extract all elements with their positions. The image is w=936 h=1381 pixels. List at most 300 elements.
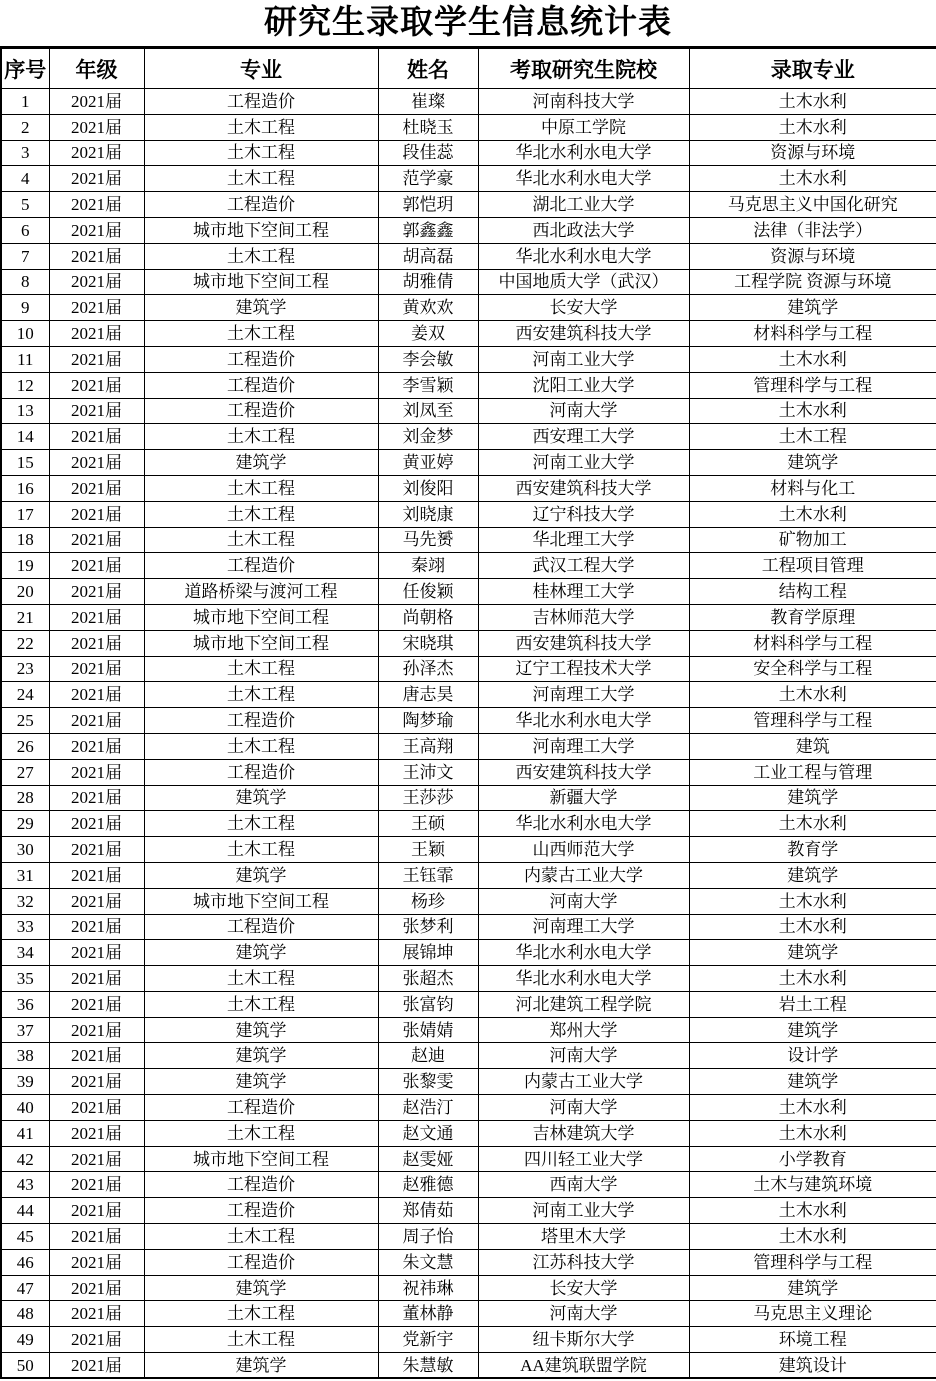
cell-school: 河北建筑工程学院 [478, 991, 689, 1017]
cell-name: 尚朝格 [378, 604, 478, 630]
table-row [1, 1198, 936, 1224]
cell-school: 内蒙古工业大学 [478, 1069, 689, 1095]
cell-admitted-major: 马克思主义中国化研究 [689, 192, 936, 218]
cell-school: 辽宁工程技术大学 [478, 656, 689, 682]
table-row [1, 424, 936, 450]
cell-major: 工程造价 [144, 1095, 378, 1121]
cell-admitted-major: 资源与环境 [689, 140, 936, 166]
cell-grade: 2021届 [49, 372, 144, 398]
cell-no: 3 [1, 140, 49, 166]
cell-no: 12 [1, 372, 49, 398]
table-row [1, 1172, 936, 1198]
cell-admitted-major: 建筑学 [689, 785, 936, 811]
cell-major: 建筑学 [144, 1275, 378, 1301]
cell-admitted-major: 建筑学 [689, 1017, 936, 1043]
cell-major: 道路桥梁与渡河工程 [144, 579, 378, 605]
cell-no: 29 [1, 811, 49, 837]
cell-admitted-major: 土木水利 [689, 89, 936, 115]
cell-major: 建筑学 [144, 295, 378, 321]
table-row [1, 269, 936, 295]
cell-school: 沈阳工业大学 [478, 372, 689, 398]
cell-admitted-major: 材料与化工 [689, 475, 936, 501]
cell-grade: 2021届 [49, 1249, 144, 1275]
cell-grade: 2021届 [49, 914, 144, 940]
cell-admitted-major: 建筑学 [689, 862, 936, 888]
cell-grade: 2021届 [49, 114, 144, 140]
cell-grade: 2021届 [49, 1120, 144, 1146]
cell-school: 塔里木大学 [478, 1224, 689, 1250]
cell-major: 建筑学 [144, 1043, 378, 1069]
cell-name: 赵雅德 [378, 1172, 478, 1198]
cell-no: 45 [1, 1224, 49, 1250]
cell-school: 西安建筑科技大学 [478, 759, 689, 785]
cell-grade: 2021届 [49, 579, 144, 605]
table-row [1, 372, 936, 398]
cell-grade: 2021届 [49, 1095, 144, 1121]
cell-major: 工程造价 [144, 1198, 378, 1224]
cell-no: 13 [1, 398, 49, 424]
cell-school: 桂林理工大学 [478, 579, 689, 605]
cell-no: 41 [1, 1120, 49, 1146]
cell-major: 土木工程 [144, 966, 378, 992]
table-row [1, 1017, 936, 1043]
cell-school: 河南大学 [478, 398, 689, 424]
cell-no: 40 [1, 1095, 49, 1121]
table-row [1, 450, 936, 476]
cell-no: 39 [1, 1069, 49, 1095]
cell-major: 建筑学 [144, 1353, 378, 1379]
cell-admitted-major: 土木工程 [689, 424, 936, 450]
table-row [1, 579, 936, 605]
cell-name: 展锦坤 [378, 940, 478, 966]
cell-name: 范学豪 [378, 166, 478, 192]
cell-grade: 2021届 [49, 888, 144, 914]
cell-admitted-major: 材料科学与工程 [689, 321, 936, 347]
cell-grade: 2021届 [49, 1172, 144, 1198]
cell-admitted-major: 土木水利 [689, 398, 936, 424]
cell-school: 华北水利水电大学 [478, 811, 689, 837]
table-row [1, 604, 936, 630]
cell-grade: 2021届 [49, 940, 144, 966]
cell-name: 刘凤至 [378, 398, 478, 424]
col-header-admitted-major: 录取专业 [689, 48, 936, 89]
cell-grade: 2021届 [49, 1353, 144, 1379]
cell-grade: 2021届 [49, 166, 144, 192]
cell-grade: 2021届 [49, 682, 144, 708]
cell-major: 建筑学 [144, 1017, 378, 1043]
cell-major: 工程造价 [144, 553, 378, 579]
cell-school: 西安理工大学 [478, 424, 689, 450]
cell-no: 25 [1, 708, 49, 734]
cell-no: 4 [1, 166, 49, 192]
cell-major: 土木工程 [144, 733, 378, 759]
cell-school: 中国地质大学（武汉） [478, 269, 689, 295]
cell-name: 黄欢欢 [378, 295, 478, 321]
table-row [1, 243, 936, 269]
cell-admitted-major: 土木水利 [689, 888, 936, 914]
table-row [1, 733, 936, 759]
cell-admitted-major: 土木水利 [689, 966, 936, 992]
cell-major: 工程造价 [144, 372, 378, 398]
cell-school: 辽宁科技大学 [478, 501, 689, 527]
cell-no: 33 [1, 914, 49, 940]
cell-no: 44 [1, 1198, 49, 1224]
cell-grade: 2021届 [49, 450, 144, 476]
cell-major: 建筑学 [144, 940, 378, 966]
cell-major: 土木工程 [144, 682, 378, 708]
cell-no: 34 [1, 940, 49, 966]
cell-grade: 2021届 [49, 321, 144, 347]
cell-name: 崔璨 [378, 89, 478, 115]
cell-grade: 2021届 [49, 140, 144, 166]
table-row [1, 527, 936, 553]
cell-school: 江苏科技大学 [478, 1249, 689, 1275]
cell-name: 王硕 [378, 811, 478, 837]
cell-school: 四川轻工业大学 [478, 1146, 689, 1172]
cell-school: 河南大学 [478, 1095, 689, 1121]
cell-admitted-major: 法律（非法学） [689, 217, 936, 243]
cell-school: 山西师范大学 [478, 837, 689, 863]
cell-school: 吉林建筑大学 [478, 1120, 689, 1146]
cell-no: 14 [1, 424, 49, 450]
cell-grade: 2021届 [49, 1146, 144, 1172]
cell-no: 47 [1, 1275, 49, 1301]
cell-no: 17 [1, 501, 49, 527]
cell-admitted-major: 矿物加工 [689, 527, 936, 553]
table-row [1, 966, 936, 992]
table-row [1, 346, 936, 372]
cell-grade: 2021届 [49, 785, 144, 811]
cell-admitted-major: 建筑学 [689, 450, 936, 476]
table-row [1, 295, 936, 321]
cell-grade: 2021届 [49, 89, 144, 115]
cell-grade: 2021届 [49, 398, 144, 424]
cell-no: 11 [1, 346, 49, 372]
cell-grade: 2021届 [49, 1275, 144, 1301]
cell-name: 张超杰 [378, 966, 478, 992]
table-row [1, 1069, 936, 1095]
cell-school: 内蒙古工业大学 [478, 862, 689, 888]
cell-no: 6 [1, 217, 49, 243]
table-row [1, 1146, 936, 1172]
cell-grade: 2021届 [49, 243, 144, 269]
cell-name: 周子怡 [378, 1224, 478, 1250]
cell-no: 8 [1, 269, 49, 295]
cell-grade: 2021届 [49, 604, 144, 630]
table-body [1, 89, 936, 1379]
cell-name: 王颖 [378, 837, 478, 863]
cell-admitted-major: 结构工程 [689, 579, 936, 605]
cell-major: 土木工程 [144, 811, 378, 837]
cell-admitted-major: 建筑学 [689, 940, 936, 966]
cell-major: 土木工程 [144, 424, 378, 450]
cell-school: 河南科技大学 [478, 89, 689, 115]
cell-name: 李会敏 [378, 346, 478, 372]
cell-admitted-major: 建筑 [689, 733, 936, 759]
cell-admitted-major: 土木水利 [689, 914, 936, 940]
cell-no: 35 [1, 966, 49, 992]
cell-admitted-major: 土木水利 [689, 1224, 936, 1250]
cell-grade: 2021届 [49, 708, 144, 734]
cell-name: 马先赟 [378, 527, 478, 553]
table-row [1, 708, 936, 734]
cell-grade: 2021届 [49, 217, 144, 243]
cell-name: 杜晓玉 [378, 114, 478, 140]
cell-school: 河南工业大学 [478, 1198, 689, 1224]
cell-grade: 2021届 [49, 527, 144, 553]
cell-grade: 2021届 [49, 1301, 144, 1327]
cell-grade: 2021届 [49, 269, 144, 295]
cell-name: 胡高磊 [378, 243, 478, 269]
cell-major: 土木工程 [144, 475, 378, 501]
cell-school: 华北理工大学 [478, 527, 689, 553]
table-row [1, 630, 936, 656]
cell-major: 土木工程 [144, 321, 378, 347]
cell-school: 华北水利水电大学 [478, 966, 689, 992]
cell-grade: 2021届 [49, 733, 144, 759]
table-row [1, 1353, 936, 1379]
cell-admitted-major: 管理科学与工程 [689, 708, 936, 734]
table-row [1, 475, 936, 501]
page-title: 研究生录取学生信息统计表 [264, 4, 672, 41]
cell-admitted-major: 材料科学与工程 [689, 630, 936, 656]
table-row [1, 166, 936, 192]
cell-school: 河南理工大学 [478, 733, 689, 759]
table-row [1, 89, 936, 115]
cell-name: 王高翔 [378, 733, 478, 759]
cell-name: 王沛文 [378, 759, 478, 785]
cell-major: 城市地下空间工程 [144, 217, 378, 243]
cell-major: 土木工程 [144, 140, 378, 166]
cell-admitted-major: 工程项目管理 [689, 553, 936, 579]
cell-school: 中原工学院 [478, 114, 689, 140]
cell-no: 21 [1, 604, 49, 630]
table-row [1, 759, 936, 785]
col-header-school: 考取研究生院校 [478, 48, 689, 89]
cell-admitted-major: 管理科学与工程 [689, 1249, 936, 1275]
cell-no: 22 [1, 630, 49, 656]
cell-major: 建筑学 [144, 862, 378, 888]
cell-admitted-major: 建筑学 [689, 1069, 936, 1095]
col-header-major: 专业 [144, 48, 378, 89]
cell-no: 31 [1, 862, 49, 888]
cell-admitted-major: 安全科学与工程 [689, 656, 936, 682]
cell-school: 华北水利水电大学 [478, 140, 689, 166]
cell-major: 城市地下空间工程 [144, 604, 378, 630]
cell-school: 湖北工业大学 [478, 192, 689, 218]
cell-school: 河南大学 [478, 1043, 689, 1069]
cell-no: 48 [1, 1301, 49, 1327]
cell-major: 工程造价 [144, 192, 378, 218]
table-row [1, 656, 936, 682]
cell-school: 华北水利水电大学 [478, 243, 689, 269]
cell-name: 董林静 [378, 1301, 478, 1327]
cell-school: AA建筑联盟学院 [478, 1353, 689, 1379]
cell-school: 武汉工程大学 [478, 553, 689, 579]
cell-school: 长安大学 [478, 1275, 689, 1301]
cell-name: 宋晓琪 [378, 630, 478, 656]
cell-no: 36 [1, 991, 49, 1017]
cell-admitted-major: 建筑学 [689, 1275, 936, 1301]
cell-grade: 2021届 [49, 501, 144, 527]
cell-grade: 2021届 [49, 811, 144, 837]
cell-name: 张黎雯 [378, 1069, 478, 1095]
cell-no: 7 [1, 243, 49, 269]
cell-name: 刘俊阳 [378, 475, 478, 501]
cell-grade: 2021届 [49, 837, 144, 863]
cell-major: 土木工程 [144, 243, 378, 269]
cell-name: 杨珍 [378, 888, 478, 914]
cell-admitted-major: 环境工程 [689, 1327, 936, 1353]
cell-major: 建筑学 [144, 785, 378, 811]
table-row [1, 1095, 936, 1121]
table-row [1, 553, 936, 579]
table-row [1, 1327, 936, 1353]
table-row [1, 888, 936, 914]
cell-admitted-major: 土木水利 [689, 501, 936, 527]
cell-no: 28 [1, 785, 49, 811]
cell-name: 姜双 [378, 321, 478, 347]
cell-name: 赵浩汀 [378, 1095, 478, 1121]
col-header-no: 序号 [1, 48, 49, 89]
table-header-row [1, 48, 936, 89]
cell-no: 15 [1, 450, 49, 476]
cell-grade: 2021届 [49, 192, 144, 218]
cell-admitted-major: 建筑设计 [689, 1353, 936, 1379]
cell-admitted-major: 马克思主义理论 [689, 1301, 936, 1327]
cell-major: 土木工程 [144, 527, 378, 553]
cell-admitted-major: 土木水利 [689, 114, 936, 140]
title-bar [0, 0, 936, 46]
table-row [1, 192, 936, 218]
cell-school: 西安建筑科技大学 [478, 475, 689, 501]
cell-no: 30 [1, 837, 49, 863]
cell-major: 土木工程 [144, 166, 378, 192]
cell-name: 朱慧敏 [378, 1353, 478, 1379]
cell-name: 刘金梦 [378, 424, 478, 450]
cell-name: 任俊颖 [378, 579, 478, 605]
cell-grade: 2021届 [49, 630, 144, 656]
cell-major: 土木工程 [144, 114, 378, 140]
cell-name: 朱文慧 [378, 1249, 478, 1275]
cell-name: 王莎莎 [378, 785, 478, 811]
cell-name: 黄亚婷 [378, 450, 478, 476]
cell-no: 18 [1, 527, 49, 553]
cell-admitted-major: 工程学院 资源与环境 [689, 269, 936, 295]
table-row [1, 501, 936, 527]
cell-no: 16 [1, 475, 49, 501]
cell-school: 华北水利水电大学 [478, 940, 689, 966]
cell-school: 新疆大学 [478, 785, 689, 811]
cell-school: 华北水利水电大学 [478, 166, 689, 192]
cell-no: 19 [1, 553, 49, 579]
table-row [1, 1043, 936, 1069]
table-row [1, 940, 936, 966]
cell-admitted-major: 管理科学与工程 [689, 372, 936, 398]
table-row [1, 217, 936, 243]
cell-school: 纽卡斯尔大学 [478, 1327, 689, 1353]
table-row [1, 1275, 936, 1301]
cell-name: 陶梦瑜 [378, 708, 478, 734]
cell-admitted-major: 建筑学 [689, 295, 936, 321]
cell-no: 10 [1, 321, 49, 347]
cell-admitted-major: 土木水利 [689, 346, 936, 372]
cell-school: 华北水利水电大学 [478, 708, 689, 734]
cell-school: 河南大学 [478, 1301, 689, 1327]
cell-no: 43 [1, 1172, 49, 1198]
cell-name: 段佳蕊 [378, 140, 478, 166]
cell-name: 党新宇 [378, 1327, 478, 1353]
cell-no: 20 [1, 579, 49, 605]
cell-name: 唐志昊 [378, 682, 478, 708]
cell-school: 西安建筑科技大学 [478, 321, 689, 347]
table-row [1, 1120, 936, 1146]
cell-major: 土木工程 [144, 1120, 378, 1146]
cell-grade: 2021届 [49, 424, 144, 450]
cell-major: 城市地下空间工程 [144, 269, 378, 295]
cell-no: 37 [1, 1017, 49, 1043]
cell-major: 工程造价 [144, 346, 378, 372]
cell-major: 土木工程 [144, 991, 378, 1017]
cell-admitted-major: 工业工程与管理 [689, 759, 936, 785]
cell-admitted-major: 设计学 [689, 1043, 936, 1069]
cell-admitted-major: 土木水利 [689, 682, 936, 708]
table-row [1, 1224, 936, 1250]
cell-name: 郑倩茹 [378, 1198, 478, 1224]
cell-grade: 2021届 [49, 1224, 144, 1250]
cell-name: 赵迪 [378, 1043, 478, 1069]
cell-major: 工程造价 [144, 1249, 378, 1275]
cell-no: 5 [1, 192, 49, 218]
cell-major: 土木工程 [144, 501, 378, 527]
table-row [1, 1301, 936, 1327]
table-row [1, 682, 936, 708]
cell-no: 1 [1, 89, 49, 115]
cell-name: 郭鑫鑫 [378, 217, 478, 243]
admissions-table [0, 46, 936, 1379]
table-row [1, 321, 936, 347]
cell-name: 孙泽杰 [378, 656, 478, 682]
cell-major: 工程造价 [144, 759, 378, 785]
cell-admitted-major: 土木水利 [689, 811, 936, 837]
cell-grade: 2021届 [49, 1017, 144, 1043]
cell-name: 胡雅倩 [378, 269, 478, 295]
cell-no: 46 [1, 1249, 49, 1275]
table-row [1, 991, 936, 1017]
cell-grade: 2021届 [49, 295, 144, 321]
cell-grade: 2021届 [49, 1198, 144, 1224]
cell-admitted-major: 土木水利 [689, 1095, 936, 1121]
cell-no: 32 [1, 888, 49, 914]
cell-major: 城市地下空间工程 [144, 888, 378, 914]
cell-school: 长安大学 [478, 295, 689, 321]
table-row [1, 811, 936, 837]
cell-major: 土木工程 [144, 656, 378, 682]
cell-major: 建筑学 [144, 1069, 378, 1095]
cell-name: 刘晓康 [378, 501, 478, 527]
cell-grade: 2021届 [49, 991, 144, 1017]
cell-admitted-major: 土木水利 [689, 1120, 936, 1146]
cell-name: 赵雯娅 [378, 1146, 478, 1172]
cell-no: 24 [1, 682, 49, 708]
cell-school: 河南工业大学 [478, 346, 689, 372]
col-header-grade: 年级 [49, 48, 144, 89]
cell-major: 工程造价 [144, 1172, 378, 1198]
cell-school: 西北政法大学 [478, 217, 689, 243]
cell-name: 秦翊 [378, 553, 478, 579]
cell-no: 42 [1, 1146, 49, 1172]
cell-major: 工程造价 [144, 708, 378, 734]
